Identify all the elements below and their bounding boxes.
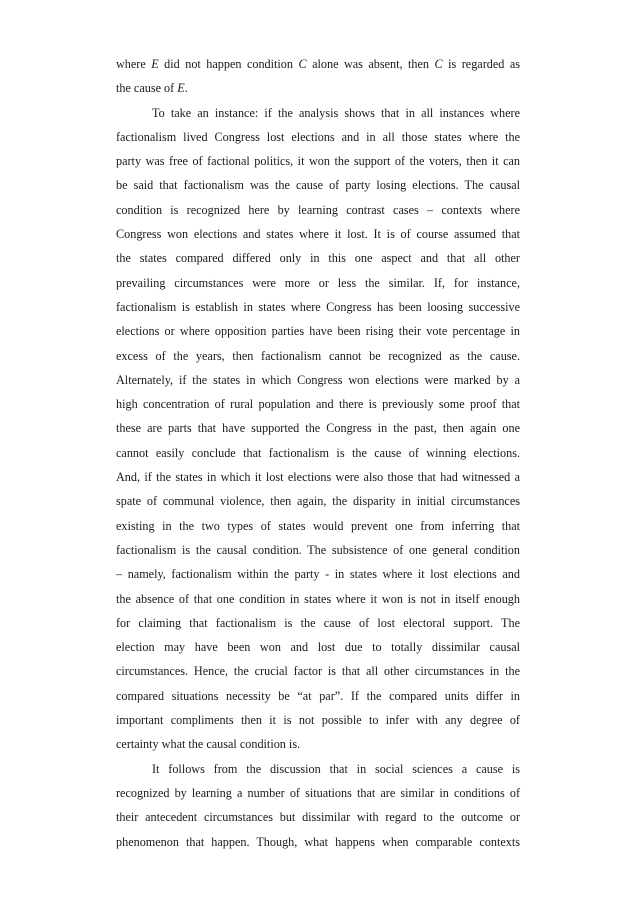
text-line: Congress won elections and states where it lost. It is of course assumed that bbox=[116, 227, 520, 242]
text-line: excess of the years, then factionalism cannot be recognized as the cause. bbox=[116, 348, 520, 363]
body-text bbox=[116, 52, 520, 854]
text-line: – namely, factionalism within the party - in states where it lost elections and bbox=[116, 567, 520, 582]
text-line: elections or where opposition parties have been rising their vote percentage in bbox=[116, 324, 520, 339]
text-line: condition is recognized here by learning contrast cases – contexts where bbox=[116, 202, 520, 217]
text-line: existing in the two types of states would prevent one from inferring that bbox=[116, 518, 520, 533]
text-line: compared situations necessity be “at par”. If the compared units differ in bbox=[116, 688, 520, 703]
text-line: prevailing circumstances were more or less the similar. If, for instance, bbox=[116, 275, 520, 290]
text-line: To take an instance: if the analysis shows that in all instances where bbox=[152, 105, 520, 120]
text-line: factionalism is the causal condition. The subsistence of one general condition bbox=[116, 542, 520, 557]
text-line: election may have been won and lost due to totally dissimilar causal bbox=[116, 640, 520, 655]
text-line: Alternately, if the states in which Congress won elections were marked by a bbox=[116, 372, 520, 387]
text-line: for claiming that factionalism is the cause of lost electoral support. The bbox=[116, 615, 520, 630]
text-line: be said that factionalism was the cause of party losing elections. The causal bbox=[116, 178, 520, 193]
text-line: certainty what the causal condition is. bbox=[116, 737, 301, 752]
text-line: the absence of that one condition in states where it won is not in itself enough bbox=[116, 591, 520, 606]
text-line: And, if the states in which it lost elections were also those that had witnessed a bbox=[116, 470, 520, 485]
text-line: these are parts that have supported the Congress in the past, then again one bbox=[116, 421, 520, 436]
text-line: factionalism is establish in states where Congress has been loosing successive bbox=[116, 299, 520, 314]
text-line: spate of communal violence, then again, the disparity in initial circumstances bbox=[116, 494, 520, 509]
text-line: It follows from the discussion that in social sciences a cause is bbox=[152, 761, 520, 776]
text-line: high concentration of rural population and there is previously some proof that bbox=[116, 397, 520, 412]
text-line: cannot easily conclude that factionalism is the cause of winning elections. bbox=[116, 445, 520, 460]
text-line: important compliments then it is not possible to infer with any degree of bbox=[116, 713, 520, 728]
text-line: factionalism lived Congress lost elections and in all those states where the bbox=[116, 129, 520, 144]
text-line: the states compared differed only in this one aspect and that all other bbox=[116, 251, 520, 266]
text-line: party was free of factional politics, it won the support of the voters, then it can bbox=[116, 154, 520, 169]
text-line: phenomenon that happen. Though, what happens when comparable contexts bbox=[116, 834, 520, 849]
text-line: where E did not happen condition C alone was absent, then C is regarded as bbox=[116, 57, 520, 71]
text-line: circumstances. Hence, the crucial factor is that all other circumstances in the bbox=[116, 664, 520, 679]
text-line: recognized by learning a number of situations that are similar in conditions of bbox=[116, 785, 520, 800]
text-line: the cause of E. bbox=[116, 81, 188, 96]
text-line: their antecedent circumstances but dissimilar with regard to the outcome or bbox=[116, 810, 520, 825]
